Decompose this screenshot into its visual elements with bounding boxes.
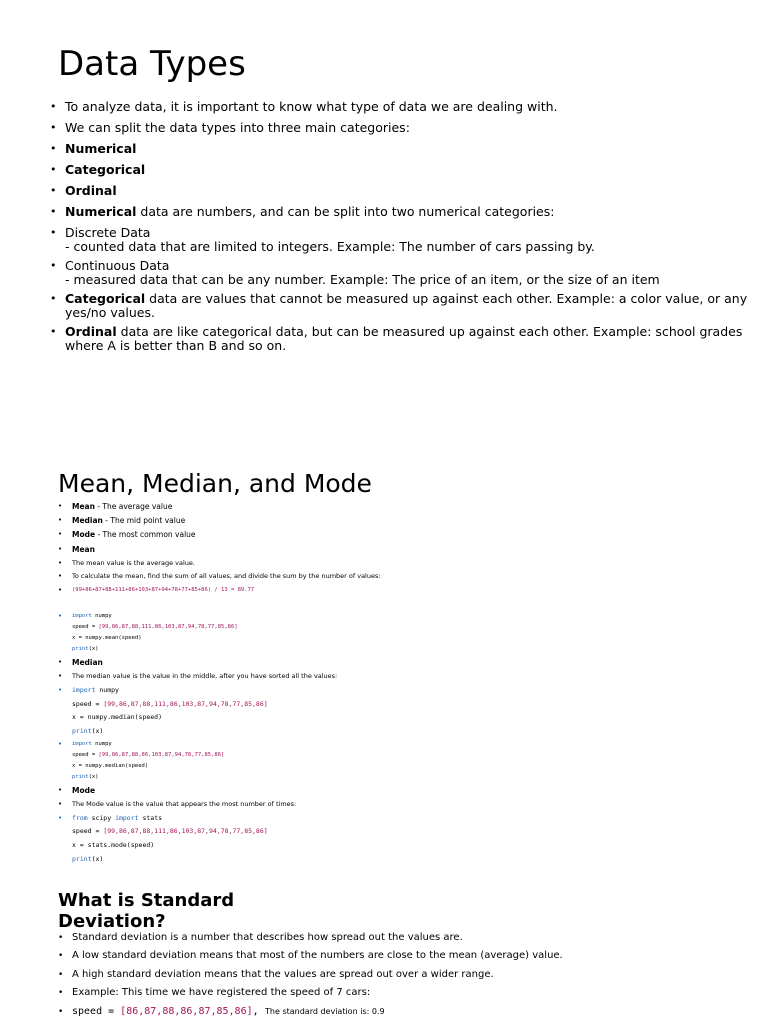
bullet: • [50, 226, 57, 239]
code-keyword: print [72, 727, 92, 735]
list-item-text: Example: This time we have registered the speed of 7 cars: [72, 987, 371, 998]
item-text: Discrete Data [65, 225, 151, 240]
code-text: x = numpy.mean(speed) [72, 635, 142, 641]
bullet: • [50, 259, 57, 272]
bullet: • [50, 142, 57, 155]
code-keyword: import [72, 686, 96, 694]
code-text: x = stats.mode(speed) [72, 841, 155, 849]
code-text: (x) [88, 774, 99, 780]
mode-heading: Mode [72, 786, 96, 795]
code-keyword: import [72, 613, 92, 619]
code-text: (x) [91, 855, 104, 863]
term-desc: - The mid point value [102, 516, 186, 525]
term-median: Median [72, 516, 103, 525]
section-title-mean-median-mode: Mean, Median, and Mode [58, 469, 372, 498]
list-item-text: A low standard deviation means that most of the numbers are close to the mean (average) value. [72, 950, 563, 961]
term-mode: Mode [72, 530, 96, 539]
term-desc: - The average value [94, 502, 173, 511]
mean-formula: (99+86+87+88+111+86+103+87+94+78+77+85+86) / 13 = 89.77 [72, 587, 255, 593]
item-text: data are numbers, and can be split into two numerical categories: [136, 204, 555, 219]
bold-term: Ordinal [65, 183, 117, 198]
bold-term: Categorical [65, 162, 146, 177]
mode-description: The Mode value is the value that appears the most number of times: [72, 800, 297, 808]
bullet: • [50, 121, 57, 134]
bold-term: Ordinal [65, 324, 117, 339]
code-list: [99,86,87,88,86,103,87,94,78,77,85,86] [98, 752, 225, 758]
mean-median-mode-list: • Mean - The average value • Median - The mid point value • Mode - The most common value • Mean • The mean value is the average value. • To calculate the mean, find the sum of all values, and divide the sum by the number of values: • (99+86+87+88+111+86+103+87+94+78+77+85+86) / 13 = 89.77 • import numpy speed = [99,86,87,88,111,86,103,87,94,78,77,85,86] x = numpy.mean(speed) print(x) • Median • The median value is the value in the middle, after you have sorted all the values: • import numpy speed = [99,86,87,88,111,86,103,87,94,78,77,85,86] x = numpy.median(speed) print(x) • import numpy speed = [99,86,87,88,86,103,87,94,78,77,85,86] x = numpy.median(speed) print(x) • Mode • The Mode value is the value that appears the most number of times: • from scipy import stats speed = [99,86,87,88,111,86,103,87,94,78,77,85,86] x = stats.mode(speed) print(x) [58, 502, 381, 863]
item-text-continued: - measured data that can be any number. Example: The price of an item, or the size of an item [65, 272, 660, 287]
code-list: [99,86,87,88,111,86,103,87,94,78,77,85,86] [98, 624, 238, 630]
bullet: • [50, 184, 57, 197]
code-text: (x) [91, 727, 104, 735]
mean-heading: Mean [72, 545, 95, 554]
code-text: speed = [72, 624, 99, 630]
code-list: [99,86,87,88,111,86,103,87,94,78,77,85,86] [103, 700, 268, 708]
list-item [50, 121, 750, 135]
code-text: numpy [91, 741, 112, 747]
list-item-text: A high standard deviation means that the values are spread out over a wider range. [72, 969, 494, 980]
code-text: numpy [95, 686, 119, 694]
median-description: The median value is the value in the middle, after you have sorted all the values: [72, 672, 338, 680]
item-text: To analyze data, it is important to know what type of data we are dealing with. [65, 99, 558, 114]
code-keyword: import [115, 814, 139, 822]
list-item [50, 292, 750, 320]
list-item [50, 226, 750, 254]
median-heading: Median [72, 658, 103, 667]
code-keyword: print [72, 774, 89, 780]
code-text: speed = [72, 752, 99, 758]
code-text: scipy [87, 814, 116, 822]
item-text-continued: yes/no values. [65, 305, 155, 320]
item-text: We can split the data types into three main categories: [65, 120, 410, 135]
item-text-continued: where A is better than B and so on. [65, 338, 287, 353]
code-text: (x) [88, 646, 99, 652]
bold-term: Categorical [65, 291, 146, 306]
code-text: stats [138, 814, 163, 822]
code-text: x = numpy.median(speed) [72, 713, 163, 721]
term-desc: - The most common value [95, 530, 196, 539]
bullet: • [50, 100, 57, 113]
bold-term: Numerical [65, 141, 137, 156]
item-text: data are values that cannot be measured up against each other. Example: a color value, or any [145, 291, 748, 306]
item-text: data are like categorical data, but can be measured up against each other. Example: school grades [116, 324, 743, 339]
code-list: [99,86,87,88,111,86,103,87,94,78,77,85,86] [103, 827, 268, 835]
bold-term: Numerical [65, 204, 137, 219]
item-text: Continuous Data [65, 258, 170, 273]
code-text: x = numpy.median(speed) [72, 763, 149, 769]
code-list: [86,87,88,86,87,85,86] [120, 1006, 253, 1017]
data-types-list [50, 100, 750, 358]
list-item-text: Standard deviation is a number that describes how spread out the values are. [72, 932, 463, 943]
list-item [50, 325, 750, 353]
list-item [50, 163, 750, 177]
list-item [50, 259, 750, 287]
page-title: Data Types [58, 44, 246, 84]
code-text: speed = [72, 700, 104, 708]
list-item [50, 100, 750, 114]
code-keyword: print [72, 855, 92, 863]
bullet: • [50, 325, 57, 338]
standard-deviation-list: • Standard deviation is a number that describes how spread out the values are. • A low standard deviation means that most of the numbers are close to the mean (average) value. • A high standard deviation means that the values are spread out over a wider range. • Example: This time we have registered the speed of 7 cars: • speed = [86,87,88,86,87,85,86], The standard deviation is: 0.9 [58, 932, 563, 1017]
bullet: • [50, 292, 57, 305]
mean-instruction: To calculate the mean, find the sum of all values, and divide the sum by the number of values: [72, 572, 381, 580]
code-text: , [252, 1006, 259, 1017]
code-keyword: print [72, 646, 89, 652]
code-text: speed = [72, 1006, 121, 1017]
std-result: The standard deviation is: 0.9 [265, 1007, 385, 1016]
code-keyword: import [72, 741, 92, 747]
code-text: numpy [91, 613, 112, 619]
list-item [50, 142, 750, 156]
mean-description: The mean value is the average value. [72, 559, 195, 567]
list-item [50, 184, 750, 198]
item-text-continued: - counted data that are limited to integers. Example: The number of cars passing by. [65, 239, 595, 254]
bullet: • [50, 163, 57, 176]
bullet: • [50, 205, 57, 218]
section-title-standard-deviation: What is Standard Deviation? [58, 890, 235, 932]
term-mean: Mean [72, 502, 95, 511]
code-keyword: from [72, 814, 88, 822]
list-item [50, 205, 750, 219]
code-text: speed = [72, 827, 104, 835]
